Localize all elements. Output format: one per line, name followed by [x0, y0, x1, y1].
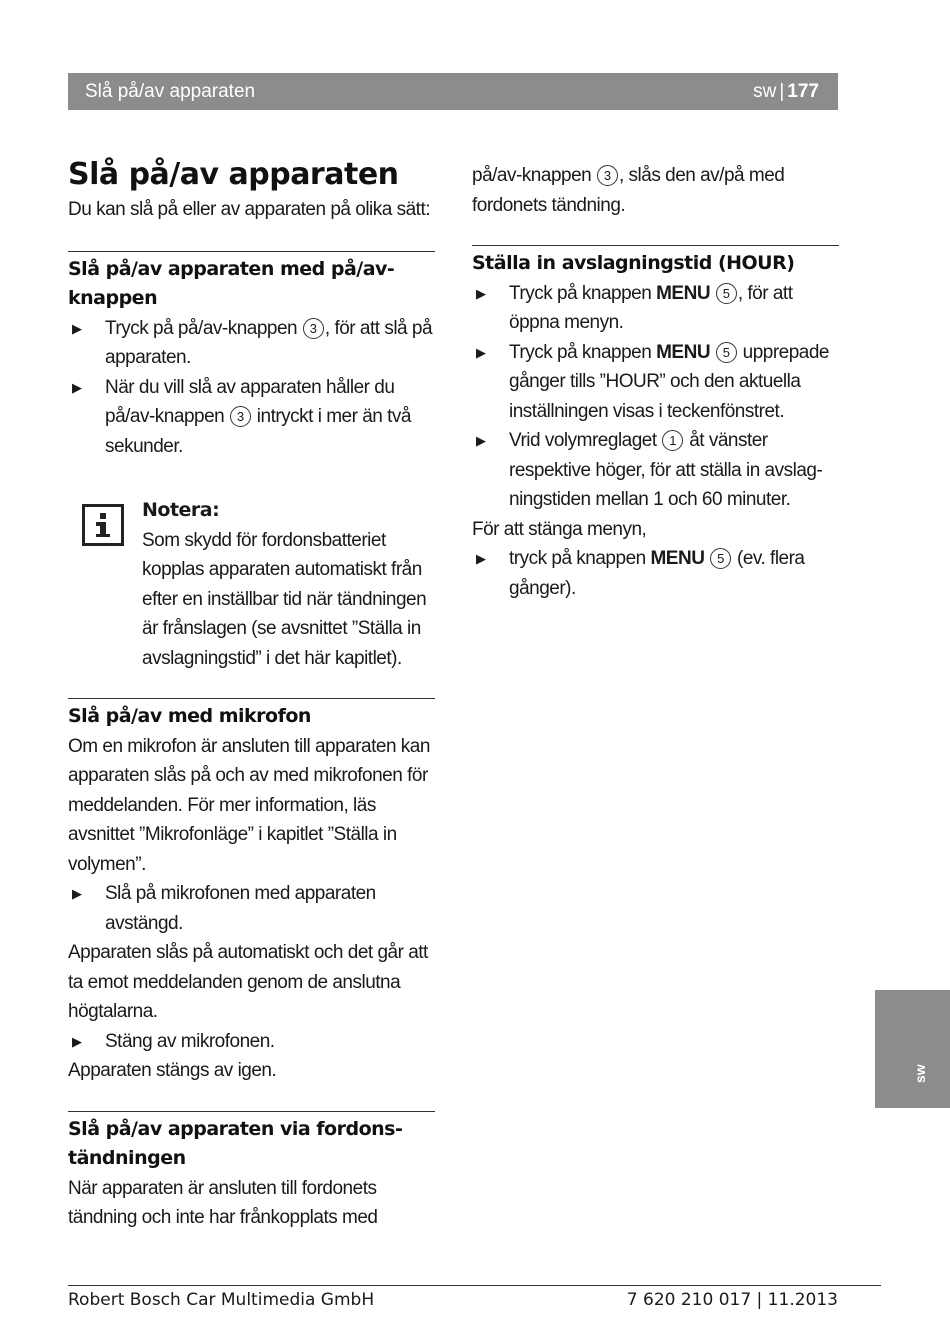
callout-number: 3: [597, 165, 618, 186]
triangle-right-icon: ▶: [72, 886, 82, 901]
callout-number: 5: [710, 548, 731, 569]
paragraph: Om en mikrofon är ansluten till apparaten kan apparaten slås på och av med mikrofonen för meddelanden. För mer information, läs avsnittet ”Mikrofonläge” i kapitlet ”Ställa in volymen”.: [68, 735, 430, 875]
callout-number: 5: [716, 342, 737, 363]
footer-divider: [68, 1285, 881, 1286]
list-item: ▶ När du vill slå av apparaten håller du på/av-knappen 3 intryckt i mer än två sekunder.: [68, 373, 435, 462]
list-item: ▶ Tryck på knappen MENU 5 upprepade gånger tills ”HOUR” och den aktuella inställningen visas i teckenfönstret.: [472, 338, 839, 427]
section-power-button: [68, 251, 435, 462]
info-icon: [82, 504, 124, 546]
paragraph: Apparaten stängs av igen.: [68, 1060, 277, 1081]
header-page-number: [753, 81, 819, 103]
header-page: 177: [787, 81, 819, 102]
triangle-right-icon: ▶: [476, 433, 486, 448]
list-item: ▶ tryck på knappen MENU 5 (ev. flera gånger).: [472, 544, 839, 603]
section-ignition: [68, 1111, 435, 1233]
section-title: Slå på/av apparaten via fordons-tändningen: [68, 1117, 403, 1169]
triangle-right-icon: ▶: [72, 320, 82, 336]
triangle-right-icon: ▶: [476, 551, 486, 566]
left-column: [68, 150, 435, 1233]
section-microphone: [68, 698, 435, 1086]
note-text: Som skydd för fordonsbatteriet kopplas apparaten automatiskt från efter en inställbar tid när tändningen är frånslagen (se avsnittet ”Ställa in avslagningstid” i det här kapitlet).: [142, 529, 427, 669]
page-title: Slå på/av apparaten: [68, 157, 399, 192]
header-lang: sw: [753, 81, 777, 102]
header-title: Slå på/av apparaten: [85, 81, 256, 102]
header-bar: [68, 73, 838, 110]
list-item: ▶ Tryck på på/av-knappen 3 , för att slå på apparaten.: [68, 314, 435, 373]
list-item: ▶ Stäng av mikrofonen.: [68, 1027, 435, 1057]
footer-doc-number: 7 620 210 017 | 11.2013: [626, 1290, 838, 1310]
triangle-right-icon: ▶: [72, 379, 82, 395]
footer-company: Robert Bosch Car Multimedia GmbH: [68, 1290, 375, 1310]
triangle-right-icon: ▶: [476, 285, 486, 301]
paragraph: För att stänga menyn,: [472, 518, 647, 540]
list-item: ▶ Tryck på knappen MENU 5 , för att öppna menyn.: [472, 279, 839, 338]
callout-number: 1: [662, 430, 683, 451]
side-language-tab: [875, 990, 950, 1108]
section-title: Slå på/av apparaten med på/av-knappen: [68, 257, 395, 309]
section-title: Slå på/av med mikrofon: [68, 705, 311, 727]
list-item: ▶ Slå på mikrofonen med apparaten avstängd.: [68, 879, 435, 938]
intro-text: Du kan slå på eller av apparaten på olika sätt:: [68, 199, 431, 220]
section-title: Ställa in avslagningstid (HOUR): [472, 252, 795, 274]
triangle-right-icon: ▶: [476, 344, 486, 360]
callout-number: 3: [230, 406, 251, 427]
header-separator: |: [779, 81, 785, 102]
list-item: ▶ Vrid volymreglaget 1 åt vänster respektive höger, för att ställa in avslag-ningstiden mellan 1 och 60 minuter.: [472, 426, 839, 515]
paragraph: Apparaten slås på automatiskt och det går att ta emot meddelanden genom de anslutna högtalarna.: [68, 942, 428, 1022]
note-title: Notera:: [142, 499, 220, 521]
paragraph: på/av-knappen 3 , slås den av/på med fordonets tändning.: [472, 165, 785, 216]
triangle-right-icon: ▶: [72, 1033, 82, 1049]
note-box: [68, 496, 435, 673]
side-tab-label: sw: [912, 1064, 928, 1083]
right-column: [472, 161, 839, 603]
callout-number: 5: [716, 283, 737, 304]
section-shutoff-time: [472, 245, 839, 603]
paragraph: När apparaten är ansluten till fordonets tändning och inte har frånkopplats med: [68, 1177, 378, 1228]
callout-number: 3: [303, 318, 324, 339]
